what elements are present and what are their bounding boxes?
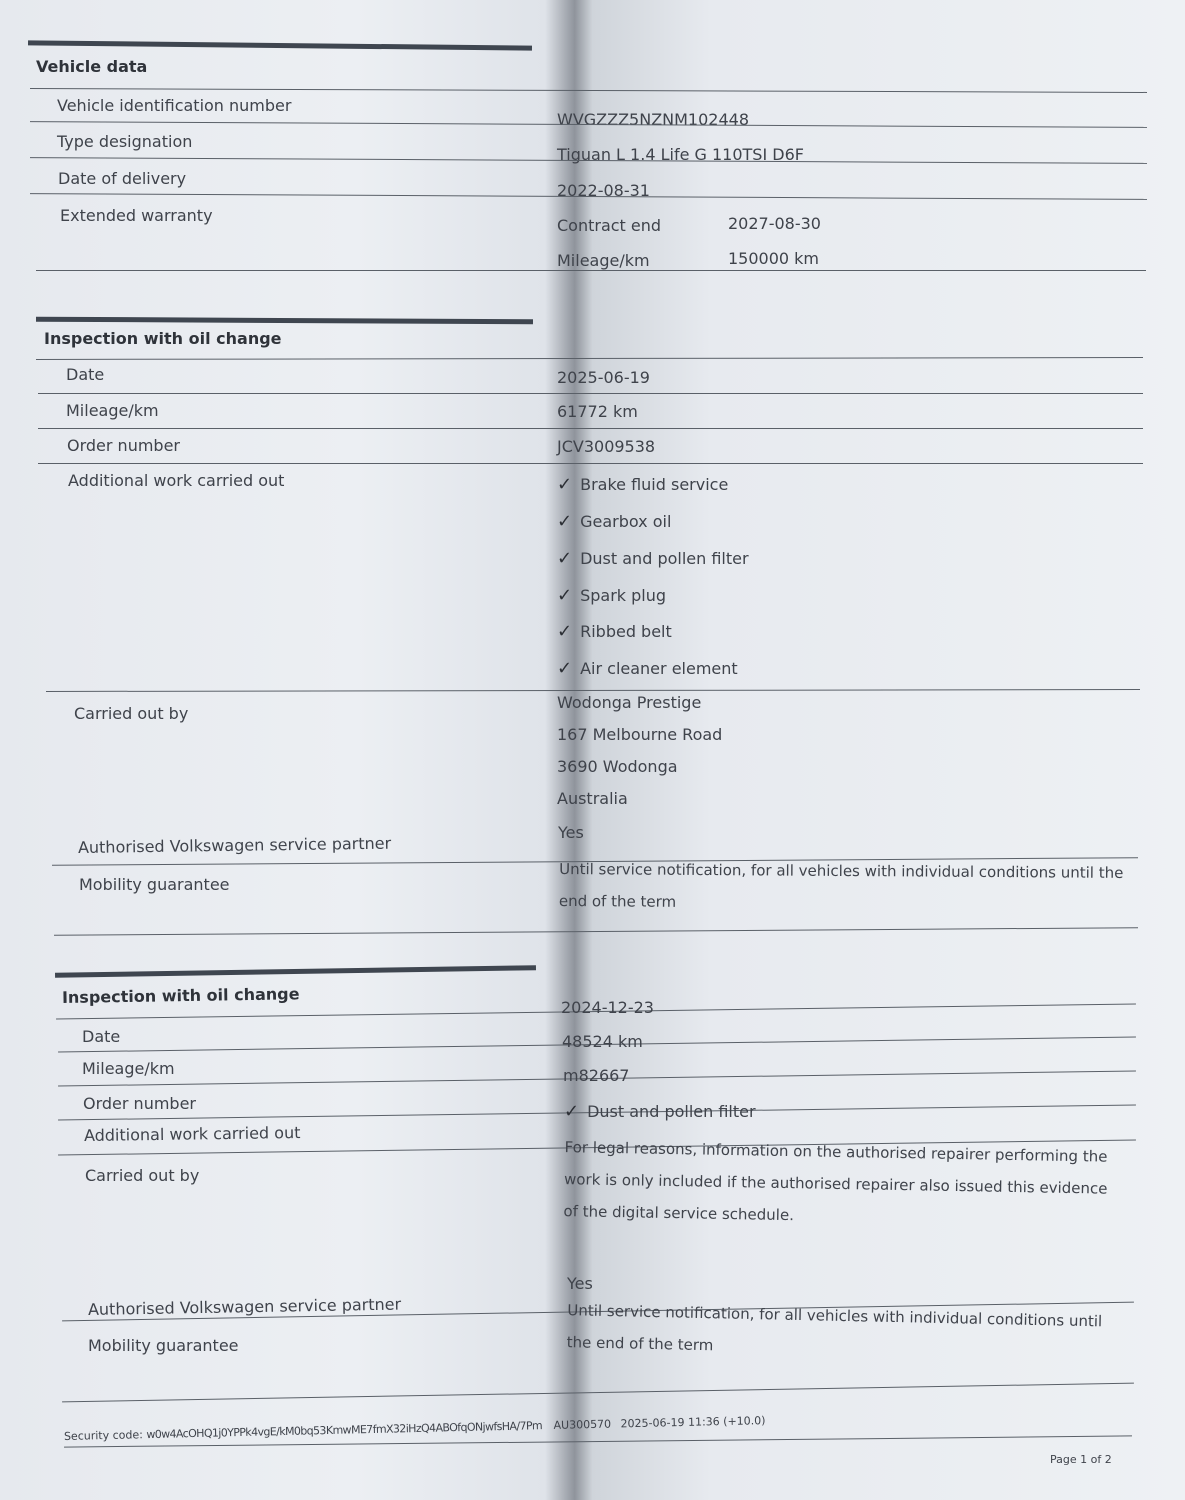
inspection1-work-item: ✓ Air cleaner element xyxy=(557,658,738,679)
divider xyxy=(30,88,1147,93)
inspection2-title: Inspection with oil change xyxy=(61,984,300,1007)
inspection2-date-value: 2024-12-23 xyxy=(561,998,654,1017)
inspection1-work-item: ✓ Gearbox oil xyxy=(557,511,672,532)
inspection1-mobility-value: Until service notification, for all vehicles with individual conditions until the end of the term xyxy=(558,859,1124,911)
contract-end-value: 2027-08-30 xyxy=(728,214,821,233)
inspection1-date-value: 2025-06-19 xyxy=(557,368,650,387)
section-bar xyxy=(55,965,536,978)
contract-end-label: Contract end xyxy=(557,216,662,235)
checkmark-icon: ✓ xyxy=(557,621,573,642)
inspection1-additional-label: Additional work carried out xyxy=(68,471,285,490)
inspection1-mileage-value: 61772 km xyxy=(557,402,638,421)
inspection1-partner-value: Yes xyxy=(558,823,584,842)
inspection2-mobility-label: Mobility guarantee xyxy=(88,1336,239,1355)
inspection1-carried-line: Wodonga Prestige xyxy=(557,693,702,712)
inspection1-carried-label: Carried out by xyxy=(74,704,189,723)
inspection2-mobility-value: Until service notification, for all vehicles with individual conditions until the end of the term xyxy=(566,1301,1103,1355)
type-value: Tiguan L 1.4 Life G 110TSI D6F xyxy=(557,145,804,164)
security-code-label: Security code: xyxy=(63,1428,144,1443)
inspection2-carried-value: For legal reasons, information on the authorised repairer performing the work is only included if the authorised repairer also issued this evidence of the digital service schedule. xyxy=(563,1138,1108,1225)
section-bar xyxy=(28,40,532,50)
reference-id: AU300570 xyxy=(553,1417,612,1432)
inspection1-carried-line: 167 Melbourne Road xyxy=(557,725,723,744)
inspection2-date-label: Date xyxy=(82,1027,121,1046)
checkmark-icon: ✓ xyxy=(557,658,573,679)
delivery-value: 2022-08-31 xyxy=(557,181,650,200)
inspection1-partner-label: Authorised Volkswagen service partner xyxy=(77,833,392,857)
checkmark-icon: ✓ xyxy=(557,474,573,495)
vin-value: WVGZZZ5NZNM102448 xyxy=(557,110,750,129)
inspection2-carried-label: Carried out by xyxy=(85,1166,200,1185)
inspection2-work-item: ✓ Dust and pollen filter xyxy=(564,1101,756,1122)
warranty-mileage-value: 150000 km xyxy=(728,249,820,268)
page-number: Page 1 of 2 xyxy=(1050,1453,1112,1466)
vehicle-section-title: Vehicle data xyxy=(36,57,148,76)
section-bar xyxy=(36,317,533,325)
checkmark-icon: ✓ xyxy=(557,585,573,606)
inspection1-work-item: ✓ Spark plug xyxy=(557,585,667,606)
inspection1-mileage-label: Mileage/km xyxy=(66,401,159,420)
inspection2-order-value: m82667 xyxy=(563,1066,630,1085)
inspection1-order-value: JCV3009538 xyxy=(557,437,656,456)
inspection1-title: Inspection with oil change xyxy=(44,329,282,348)
checkmark-icon: ✓ xyxy=(564,1101,580,1122)
inspection2-partner-value: Yes xyxy=(567,1274,593,1293)
print-timestamp: 2025-06-19 11:36 (+10.0) xyxy=(620,1414,766,1431)
divider xyxy=(38,428,1143,429)
inspection2-mileage-label: Mileage/km xyxy=(82,1059,175,1078)
divider xyxy=(54,927,1138,936)
divider xyxy=(46,689,1140,692)
warranty-mileage-label: Mileage/km xyxy=(557,251,650,270)
security-code-value: w0w4AcOHQ1j0YPPk4vgE/kM0bq53KmwME7fmX32iHzQ4ABOfqONjwfsHA/7Pm xyxy=(146,1419,543,1442)
type-label: Type designation xyxy=(57,132,193,151)
warranty-label: Extended warranty xyxy=(60,206,213,225)
divider xyxy=(38,463,1143,464)
inspection1-work-item: ✓ Dust and pollen filter xyxy=(557,548,749,569)
security-code-line xyxy=(64,1414,766,1443)
inspection2-order-label: Order number xyxy=(83,1094,196,1113)
divider xyxy=(62,1383,1134,1403)
inspection2-additional-label: Additional work carried out xyxy=(83,1122,301,1145)
inspection1-carried-line: Australia xyxy=(557,789,628,808)
inspection2-partner-label: Authorised Volkswagen service partner xyxy=(87,1294,402,1319)
inspection1-date-label: Date xyxy=(66,365,105,384)
inspection1-work-item: ✓ Ribbed belt xyxy=(557,621,672,642)
delivery-label: Date of delivery xyxy=(58,169,187,188)
inspection1-order-label: Order number xyxy=(67,436,180,455)
inspection1-carried-line: 3690 Wodonga xyxy=(557,757,678,776)
divider xyxy=(38,393,1143,394)
inspection2-mileage-value: 48524 km xyxy=(562,1032,643,1051)
inspection1-work-item: ✓ Brake fluid service xyxy=(557,474,729,495)
vin-label: Vehicle identification number xyxy=(57,96,292,115)
inspection1-mobility-label: Mobility guarantee xyxy=(79,875,230,894)
divider xyxy=(36,270,1146,271)
divider xyxy=(36,357,1143,360)
checkmark-icon: ✓ xyxy=(557,548,573,569)
checkmark-icon: ✓ xyxy=(557,511,573,532)
